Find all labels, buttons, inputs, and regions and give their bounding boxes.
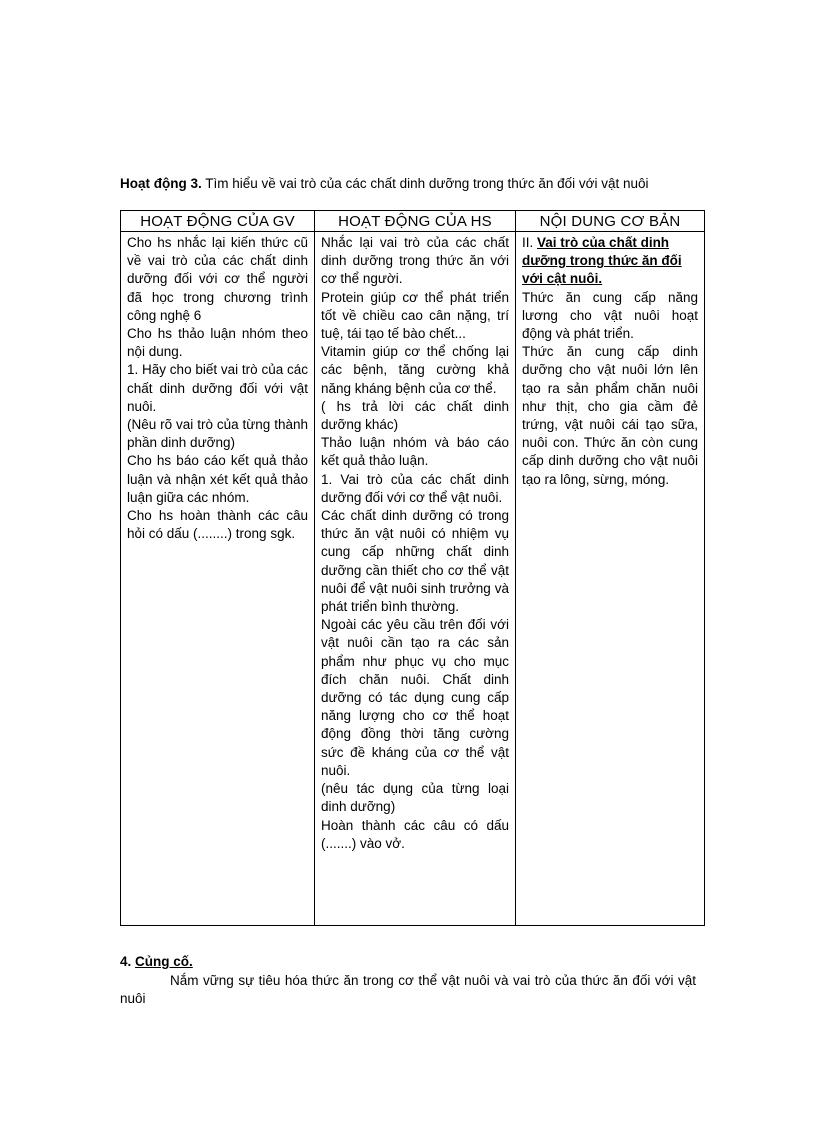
gv-paragraph: Cho hs nhắc lại kiến thức cũ về vai trò của các chất dinh dưỡng đối với cơ thể người đã học trong chương trình công nghệ 6	[127, 235, 308, 323]
hs-paragraph: ( hs trả lời các chất dinh dưỡng khác)	[321, 398, 509, 433]
gv-paragraph: (Nêu rõ vai trò của từng thành phần dinh dưỡng)	[127, 417, 308, 451]
header-gv: HOẠT ĐỘNG CỦA GV	[121, 211, 315, 232]
content-paragraph: Thức ăn cung cấp năng lương cho vật nuôi hoạt động và phát triển.	[522, 289, 698, 342]
section-4-text: Nắm vững sự tiêu hóa thức ăn trong cơ thể vật nuôi và vai trò của thức ăn đối với vật nuôi	[120, 973, 696, 1007]
header-hs: HOẠT ĐỘNG CỦA HS	[315, 211, 516, 232]
section-4-number: 4.	[120, 954, 132, 969]
activity-text: Tìm hiểu về vai trò của các chất dinh dưỡng trong thức ăn đối với vật nuôi	[201, 176, 649, 191]
hs-cell	[315, 232, 516, 926]
content-paragraph: Thức ăn cung cấp dinh dưỡng cho vật nuôi lớn lên tạo ra sản phẩm chăn nuôi như thịt, cho gia cầm đẻ trứng, vật nuôi cái tạo sữa, nuôi con. Thức ăn còn cung cấp dinh dưỡng cho vật nuôi tạo ra lông, sừng, móng.	[522, 344, 698, 487]
hs-paragraph: Protein giúp cơ thể phát triển tốt về chiều cao cân nặng, trí tuệ, tái tạo tế bào chết...	[321, 289, 509, 342]
activity-table	[120, 210, 705, 926]
hs-paragraph: Nhắc lại vai trò của các chất dinh dưỡng trong thức ăn với cơ thể người.	[321, 235, 509, 287]
section-roman-numeral: II.	[522, 235, 534, 250]
activity-heading	[120, 176, 649, 191]
content-section-title: Vai trò của chất dinh dưỡng trong thức ăn đối với cật nuôi.	[522, 235, 682, 287]
hs-paragraph: Thảo luận nhóm và báo cáo kết quả thảo luận.	[321, 435, 509, 469]
hs-paragraph: 1. Vai trò của các chất dinh dưỡng đối với cơ thể vật nuôi.	[321, 471, 509, 505]
activity-label: Hoạt động 3.	[120, 176, 202, 191]
hs-paragraph: (nêu tác dụng của từng loại dinh dưỡng)	[321, 781, 509, 815]
table-header-row	[121, 211, 705, 232]
gv-paragraph: Cho hs thảo luận nhóm theo nội dung.	[127, 326, 308, 360]
table-body-row	[121, 232, 705, 926]
gv-cell	[121, 232, 315, 926]
content-section-heading	[522, 234, 698, 289]
gv-paragraph: Cho hs hoàn thành các câu hỏi có dấu (........) trong sgk.	[127, 508, 308, 542]
section-4-heading	[120, 954, 193, 969]
hs-paragraph: Các chất dinh dưỡng có trong thức ăn vật nuôi có nhiệm vụ cung cấp những chất dinh dưỡng cần thiết cho cơ thể vật nuôi để vật nuôi sinh trưởng và phát triển bình thường.	[321, 508, 509, 615]
gv-paragraph: Cho hs báo cáo kết quả thảo luận và nhận xét kết quả thảo luận giữa các nhóm.	[127, 453, 308, 505]
gv-paragraph: 1. Hãy cho biết vai trò của các chất dinh dưỡng đối với vật nuôi.	[127, 362, 308, 414]
hs-paragraph: Ngoài các yêu cầu trên đối với vật nuôi cần tạo ra các sản phẩm như phục vụ cho mục đích chăn nuôi. Chất dinh dưỡng có tác dụng cung cấp năng lượng cho cơ thể hoạt động đồng thời tăng cường sức đề kháng của cơ thể vật nuôi.	[321, 617, 509, 778]
hs-paragraph: Hoàn thành các câu có dấu (.......) vào vở.	[321, 817, 509, 851]
header-content: NỘI DUNG CƠ BẢN	[516, 211, 705, 232]
section-4-title: Củng cố.	[135, 954, 193, 969]
content-cell	[516, 232, 705, 926]
hs-paragraph: Vitamin giúp cơ thể chống lại các bệnh, tăng cường khả năng kháng bệnh của cơ thể.	[321, 344, 509, 396]
